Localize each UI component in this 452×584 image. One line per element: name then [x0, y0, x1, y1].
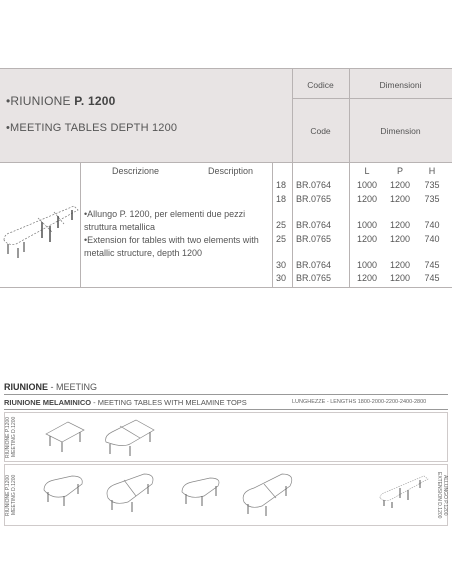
row-count: 18 [275, 180, 286, 190]
row-code: BR.0764 [296, 220, 332, 230]
row-length: 1000 [356, 220, 378, 230]
row-depth: 1200 [389, 180, 411, 190]
section-title: RIUNIONE - MEETING [4, 382, 98, 392]
page-subtitle: •MEETING TABLES DEPTH 1200 [6, 122, 178, 134]
meeting-tables-row-2 [40, 466, 300, 524]
lengths-note: LUNGHEZZE - LENGTHS 1800-2000-2200-2400-2800 [292, 399, 427, 405]
divider [349, 68, 350, 287]
row-height: 740 [424, 234, 440, 244]
extension-drawing-small [378, 470, 432, 514]
row-length: 1200 [356, 273, 378, 283]
row-height: 735 [424, 194, 440, 204]
row-depth: 1200 [389, 234, 411, 244]
row-count: 25 [275, 220, 286, 230]
meeting-tables-row-1 [40, 414, 180, 460]
descrizione-header: Descrizione [112, 166, 160, 176]
row-2-label: RIUNIONE P.1200 MEETING D.1200 [5, 474, 17, 516]
row-code: BR.0765 [296, 273, 332, 283]
divider [292, 98, 452, 99]
dimensioni-header: Dimensioni [379, 80, 422, 90]
row-count: 30 [275, 273, 286, 283]
row-depth: 1200 [389, 220, 411, 230]
page-title: •RIUNIONE P. 1200 [6, 94, 116, 108]
row-1-label: RIUNIONE P.1200 MEETING D.1200 [5, 416, 17, 458]
description-italian: •Allungo P. 1200, per elementi due pezzi struttura metallica [84, 209, 246, 232]
col-L-header: L [364, 166, 370, 176]
divider [0, 68, 452, 69]
row-code: BR.0764 [296, 260, 332, 270]
description-english: •Extension for tables with two elements with metallic structure, depth 1200 [84, 235, 259, 258]
row-depth: 1200 [389, 260, 411, 270]
divider [0, 162, 452, 163]
divider [292, 68, 293, 287]
extension-table-drawing [2, 198, 80, 264]
row-height: 745 [424, 260, 440, 270]
row-code: BR.0765 [296, 234, 332, 244]
row-code: BR.0765 [296, 194, 332, 204]
row-depth: 1200 [389, 194, 411, 204]
description-header: Description [208, 166, 254, 176]
divider [4, 394, 448, 395]
row-count: 18 [275, 194, 286, 204]
divider [272, 162, 273, 287]
right-extension-label: ALLUNGO P.1200 EXTENSION D.1200 [436, 471, 448, 519]
divider [0, 287, 452, 288]
dimension-header: Dimension [380, 126, 421, 136]
row-height: 740 [424, 220, 440, 230]
section-subtitle: RIUNIONE MELAMINICO - MEETING TABLES WITH MELAMINE TOPS [4, 398, 247, 407]
row-length: 1000 [356, 260, 378, 270]
row-depth: 1200 [389, 273, 411, 283]
codice-header: Codice [307, 80, 334, 90]
row-code: BR.0764 [296, 180, 332, 190]
row-length: 1200 [356, 194, 378, 204]
code-header: Code [310, 126, 331, 136]
row-count: 25 [275, 234, 286, 244]
col-H-header: H [428, 166, 436, 176]
divider [4, 409, 448, 410]
row-length: 1000 [356, 180, 378, 190]
row-count: 30 [275, 260, 286, 270]
row-height: 745 [424, 273, 440, 283]
col-P-header: P [396, 166, 403, 176]
row-length: 1200 [356, 234, 378, 244]
row-height: 735 [424, 180, 440, 190]
divider [80, 162, 81, 287]
